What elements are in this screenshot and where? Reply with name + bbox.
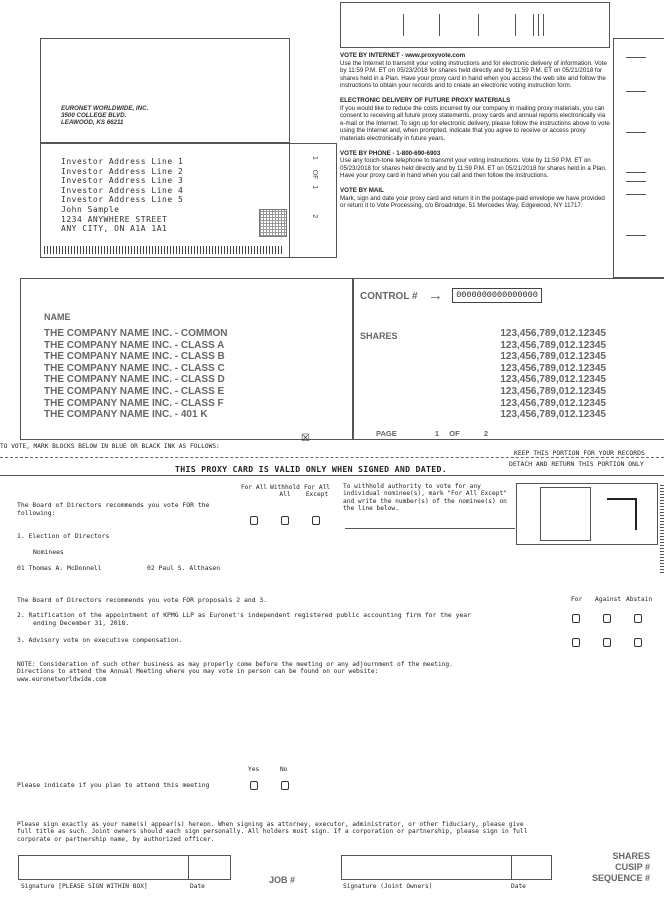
share-amounts xyxy=(480,328,606,421)
joint-date-label: Date xyxy=(511,883,526,890)
sample-mark-icon: ☒ xyxy=(301,433,310,444)
shares-a: 123,456,789,012.12345 xyxy=(500,339,606,351)
control-number-field xyxy=(452,288,542,303)
right-edge-panel xyxy=(613,38,664,278)
sign-instruction: Please sign exactly as your name(s) appear(s) hereon. When signing as attorney, executor, administrator, or other fiduciary, please give full title as such. Joint owners should each sign personally. All holders must sign. If a corporation or partnership, please sign in full corporate or partnership name, by authorized officer. xyxy=(17,821,528,843)
proposal-2-against-checkbox[interactable] xyxy=(603,614,611,623)
proposals-intro: The Board of Directors recommends you vote FOR proposals 2 and 3. xyxy=(17,596,268,604)
investor-city: ANY CITY, ON A1A 1A1 xyxy=(61,224,168,234)
ballot-intro: The Board of Directors recommends you vote FOR the following: xyxy=(17,501,210,517)
sequence-label: SEQUENCE # xyxy=(591,873,650,883)
for-all-except-checkbox[interactable] xyxy=(312,516,320,525)
holdings-box xyxy=(20,278,353,440)
barcode-icon xyxy=(403,14,553,36)
instruction-internet-title: VOTE BY INTERNET - www.proxyvote.com xyxy=(340,52,466,59)
instruction-mail-body: Mark, sign and date your proxy card and return it in the postage-paid envelope we have provided or return it to Vote Processing, c/o Broadridge, 51 Mercedes Way, Edgewood, NY 11717. xyxy=(340,194,605,210)
instruction-mail-title: VOTE BY MAIL xyxy=(340,186,384,194)
name-label: NAME xyxy=(44,312,71,322)
control-label: CONTROL # xyxy=(360,291,418,302)
date-box[interactable] xyxy=(188,855,231,880)
share-classes xyxy=(44,328,228,421)
edge-tick-marks xyxy=(660,483,664,573)
barcode-corner-box xyxy=(516,483,658,545)
col-withhold-all: Withhold All xyxy=(270,484,300,499)
class-d: THE COMPANY NAME INC. - CLASS D xyxy=(44,374,225,386)
instruction-electronic-title: ELECTRONIC DELIVERY OF FUTURE PROXY MATERIALS xyxy=(340,96,511,104)
shares-e: 123,456,789,012.12345 xyxy=(500,385,606,397)
joint-signature-box[interactable] xyxy=(341,855,511,880)
class-e: THE COMPANY NAME INC. - CLASS E xyxy=(44,385,225,397)
address-line-3: Investor Address Line 3 xyxy=(61,176,184,186)
shares-401k: 123,456,789,012.12345 xyxy=(500,409,606,421)
class-c: THE COMPANY NAME INC. - CLASS C xyxy=(44,362,225,374)
page-label: PAGE xyxy=(376,429,397,438)
proposal-2: 2. Ratification of the appointment of KPMG LLP as Euronet's independent registered public accounting firm for the year ending December 31, 2018. xyxy=(17,611,472,627)
page-indicator xyxy=(376,429,488,438)
page-side-tab xyxy=(290,143,337,258)
shares-d: 123,456,789,012.12345 xyxy=(500,374,606,386)
company-street: 3500 COLLEGE BLVD. xyxy=(61,111,127,119)
proposal-2-abstain-checkbox[interactable] xyxy=(634,614,642,623)
col-no: No xyxy=(280,766,288,773)
class-f: THE COMPANY NAME INC. - CLASS F xyxy=(44,397,224,409)
company-city: LEAWOOD, KS 66211 xyxy=(61,118,124,126)
for-all-checkbox[interactable] xyxy=(250,516,258,525)
meeting-note: NOTE: Consideration of such other business as may properly come before the meeting or any adjournment of the meeting. Directions to attend the Annual Meeting where you may vote in person can be found on our website: www.euronetworldwide.com xyxy=(17,661,453,683)
col-for-all-except: For All Except xyxy=(303,484,331,499)
investor-address-box xyxy=(40,143,290,258)
investor-street: 1234 ANYWHERE STREET xyxy=(61,214,168,224)
address-line-1: Investor Address Line 1 xyxy=(61,157,184,166)
signature-box[interactable] xyxy=(18,855,188,880)
class-401k: THE COMPANY NAME INC. - 401 K xyxy=(44,409,208,421)
company-address xyxy=(61,106,148,126)
vertical-page-total: 1 xyxy=(311,185,318,190)
job-label: JOB # xyxy=(269,875,296,885)
election-item: 1. Election of Directors xyxy=(17,532,110,540)
class-a: THE COMPANY NAME INC. - CLASS A xyxy=(44,339,225,351)
class-b: THE COMPANY NAME INC. - CLASS B xyxy=(44,351,225,363)
joint-date-box[interactable] xyxy=(511,855,552,880)
col-abstain: Abstain xyxy=(626,596,653,603)
attend-yes-checkbox[interactable] xyxy=(250,781,258,790)
col-for: For xyxy=(571,596,583,603)
instruction-electronic xyxy=(340,97,612,143)
vertical-page-of: OF xyxy=(311,169,318,180)
control-number: 0000000000000000 xyxy=(456,290,538,300)
vertical-page-num2: 2 xyxy=(311,214,318,219)
proposal-3-for-checkbox[interactable] xyxy=(572,638,580,647)
investor-address xyxy=(61,157,183,234)
attend-no-checkbox[interactable] xyxy=(281,781,289,790)
instruction-mail xyxy=(340,187,612,210)
withhold-instruction: To withhold authority to vote for any individual nominee(s), mark "For All Except" and write the number(s) of the nominee(s) on the line below. xyxy=(343,483,507,513)
voting-instructions xyxy=(340,52,612,210)
detach-label: DETACH AND RETURN THIS PORTION ONLY xyxy=(509,460,644,468)
vote-instruction: TO VOTE, MARK BLOCKS BELOW IN BLUE OR BLACK INK AS FOLLOWS: xyxy=(0,443,220,450)
col-for-all: For All xyxy=(240,484,268,491)
vertical-page-indicator xyxy=(310,156,318,218)
nominee-2: 02 Paul S. Althasen xyxy=(147,564,221,572)
col-yes: Yes xyxy=(248,766,260,773)
proposal-2-for-checkbox[interactable] xyxy=(572,614,580,623)
arrow-right-icon: → xyxy=(428,287,443,304)
attend-question: Please indicate if you plan to attend this meeting xyxy=(17,781,210,789)
joint-signature-label: Signature (Joint Owners) xyxy=(343,883,433,890)
proposal-3-abstain-checkbox[interactable] xyxy=(634,638,642,647)
tracking-codes xyxy=(570,851,650,884)
withhold-all-checkbox[interactable] xyxy=(281,516,289,525)
instruction-phone xyxy=(340,150,612,180)
detach-line xyxy=(0,457,664,458)
control-shares-box xyxy=(353,278,664,440)
col-against: Against xyxy=(595,596,622,603)
postal-barcode-icon xyxy=(44,246,282,254)
instruction-phone-body: Use any touch-tone telephone to transmit your voting instructions. Vote by 11:59 P.M. ET on 05/23/2018 for shares held directly and by 11:59 P.M. ET on 05/21/2018 for shares held in a Plan. Have your proxy card in hand when you call and then follow the instructions. xyxy=(340,157,607,180)
address-line-2: Investor Address Line 2 xyxy=(61,166,184,176)
proposal-3-against-checkbox[interactable] xyxy=(603,638,611,647)
signature-label: Signature [PLEASE SIGN WITHIN BOX] xyxy=(21,883,148,890)
vertical-page-current: 1 xyxy=(311,156,318,160)
page-of: OF xyxy=(449,429,460,438)
nominees-label: Nominees xyxy=(33,548,64,556)
return-address-box xyxy=(40,38,290,143)
instruction-internet-body: Use the Internet to transmit your voting instructions and for electronic delivery of information. Vote by 11:59 P.M. ET on 05/23/2018 for shares held directly and by 11:59 P.M. ET on 05/21/2018 for shares held in a Plan. Have your proxy card in hand when you access the web site and follow the instructions to obtain your records and to create an electronic voting instruction form. xyxy=(340,59,607,90)
nominee-exception-line[interactable] xyxy=(345,528,515,529)
shares-common: 123,456,789,012.12345 xyxy=(500,328,606,339)
shares-f: 123,456,789,012.12345 xyxy=(500,397,606,409)
instruction-electronic-body: If you would like to reduce the costs incurred by our company in mailing proxy materials, you can consent to receiving all future proxy statements, proxy cards and annual reports electronically via e-mail or the Internet. To sign up for electronic delivery, please follow the instructions above to vote using the Internet and, when prompted, indicate that you agree to receive or access proxy materials electronically in future years. xyxy=(340,104,610,142)
shares-code-label: SHARES xyxy=(612,851,650,861)
valid-label: THIS PROXY CARD IS VALID ONLY WHEN SIGNED AND DATED. xyxy=(175,464,447,474)
address-line-4: Investor Address Line 4 xyxy=(61,185,184,195)
shares-label: SHARES xyxy=(360,331,398,341)
barcode-box xyxy=(340,2,610,48)
class-common: THE COMPANY NAME INC. - COMMON xyxy=(44,328,228,339)
page-total: 2 xyxy=(483,429,489,438)
address-line-5: Investor Address Line 5 xyxy=(61,195,184,205)
date-label: Date xyxy=(190,883,205,890)
cusip-label: CUSIP # xyxy=(615,862,650,872)
page-current: 1 xyxy=(434,429,440,438)
investor-name: John Sample xyxy=(61,204,120,214)
proposal-3: 3. Advisory vote on executive compensation. xyxy=(17,636,183,644)
company-name: EURONET WORLDWIDE, INC. xyxy=(61,105,149,112)
instruction-phone-title: VOTE BY PHONE - 1-800-690-6903 xyxy=(340,149,441,157)
nominee-1: 01 Thomas A. McDonnell xyxy=(17,564,102,572)
qr-code-icon xyxy=(259,209,287,237)
keep-label: KEEP THIS PORTION FOR YOUR RECORDS xyxy=(514,449,645,457)
shares-b: 123,456,789,012.12345 xyxy=(500,351,606,363)
shares-c: 123,456,789,012.12345 xyxy=(500,362,606,374)
instruction-internet xyxy=(340,52,612,90)
